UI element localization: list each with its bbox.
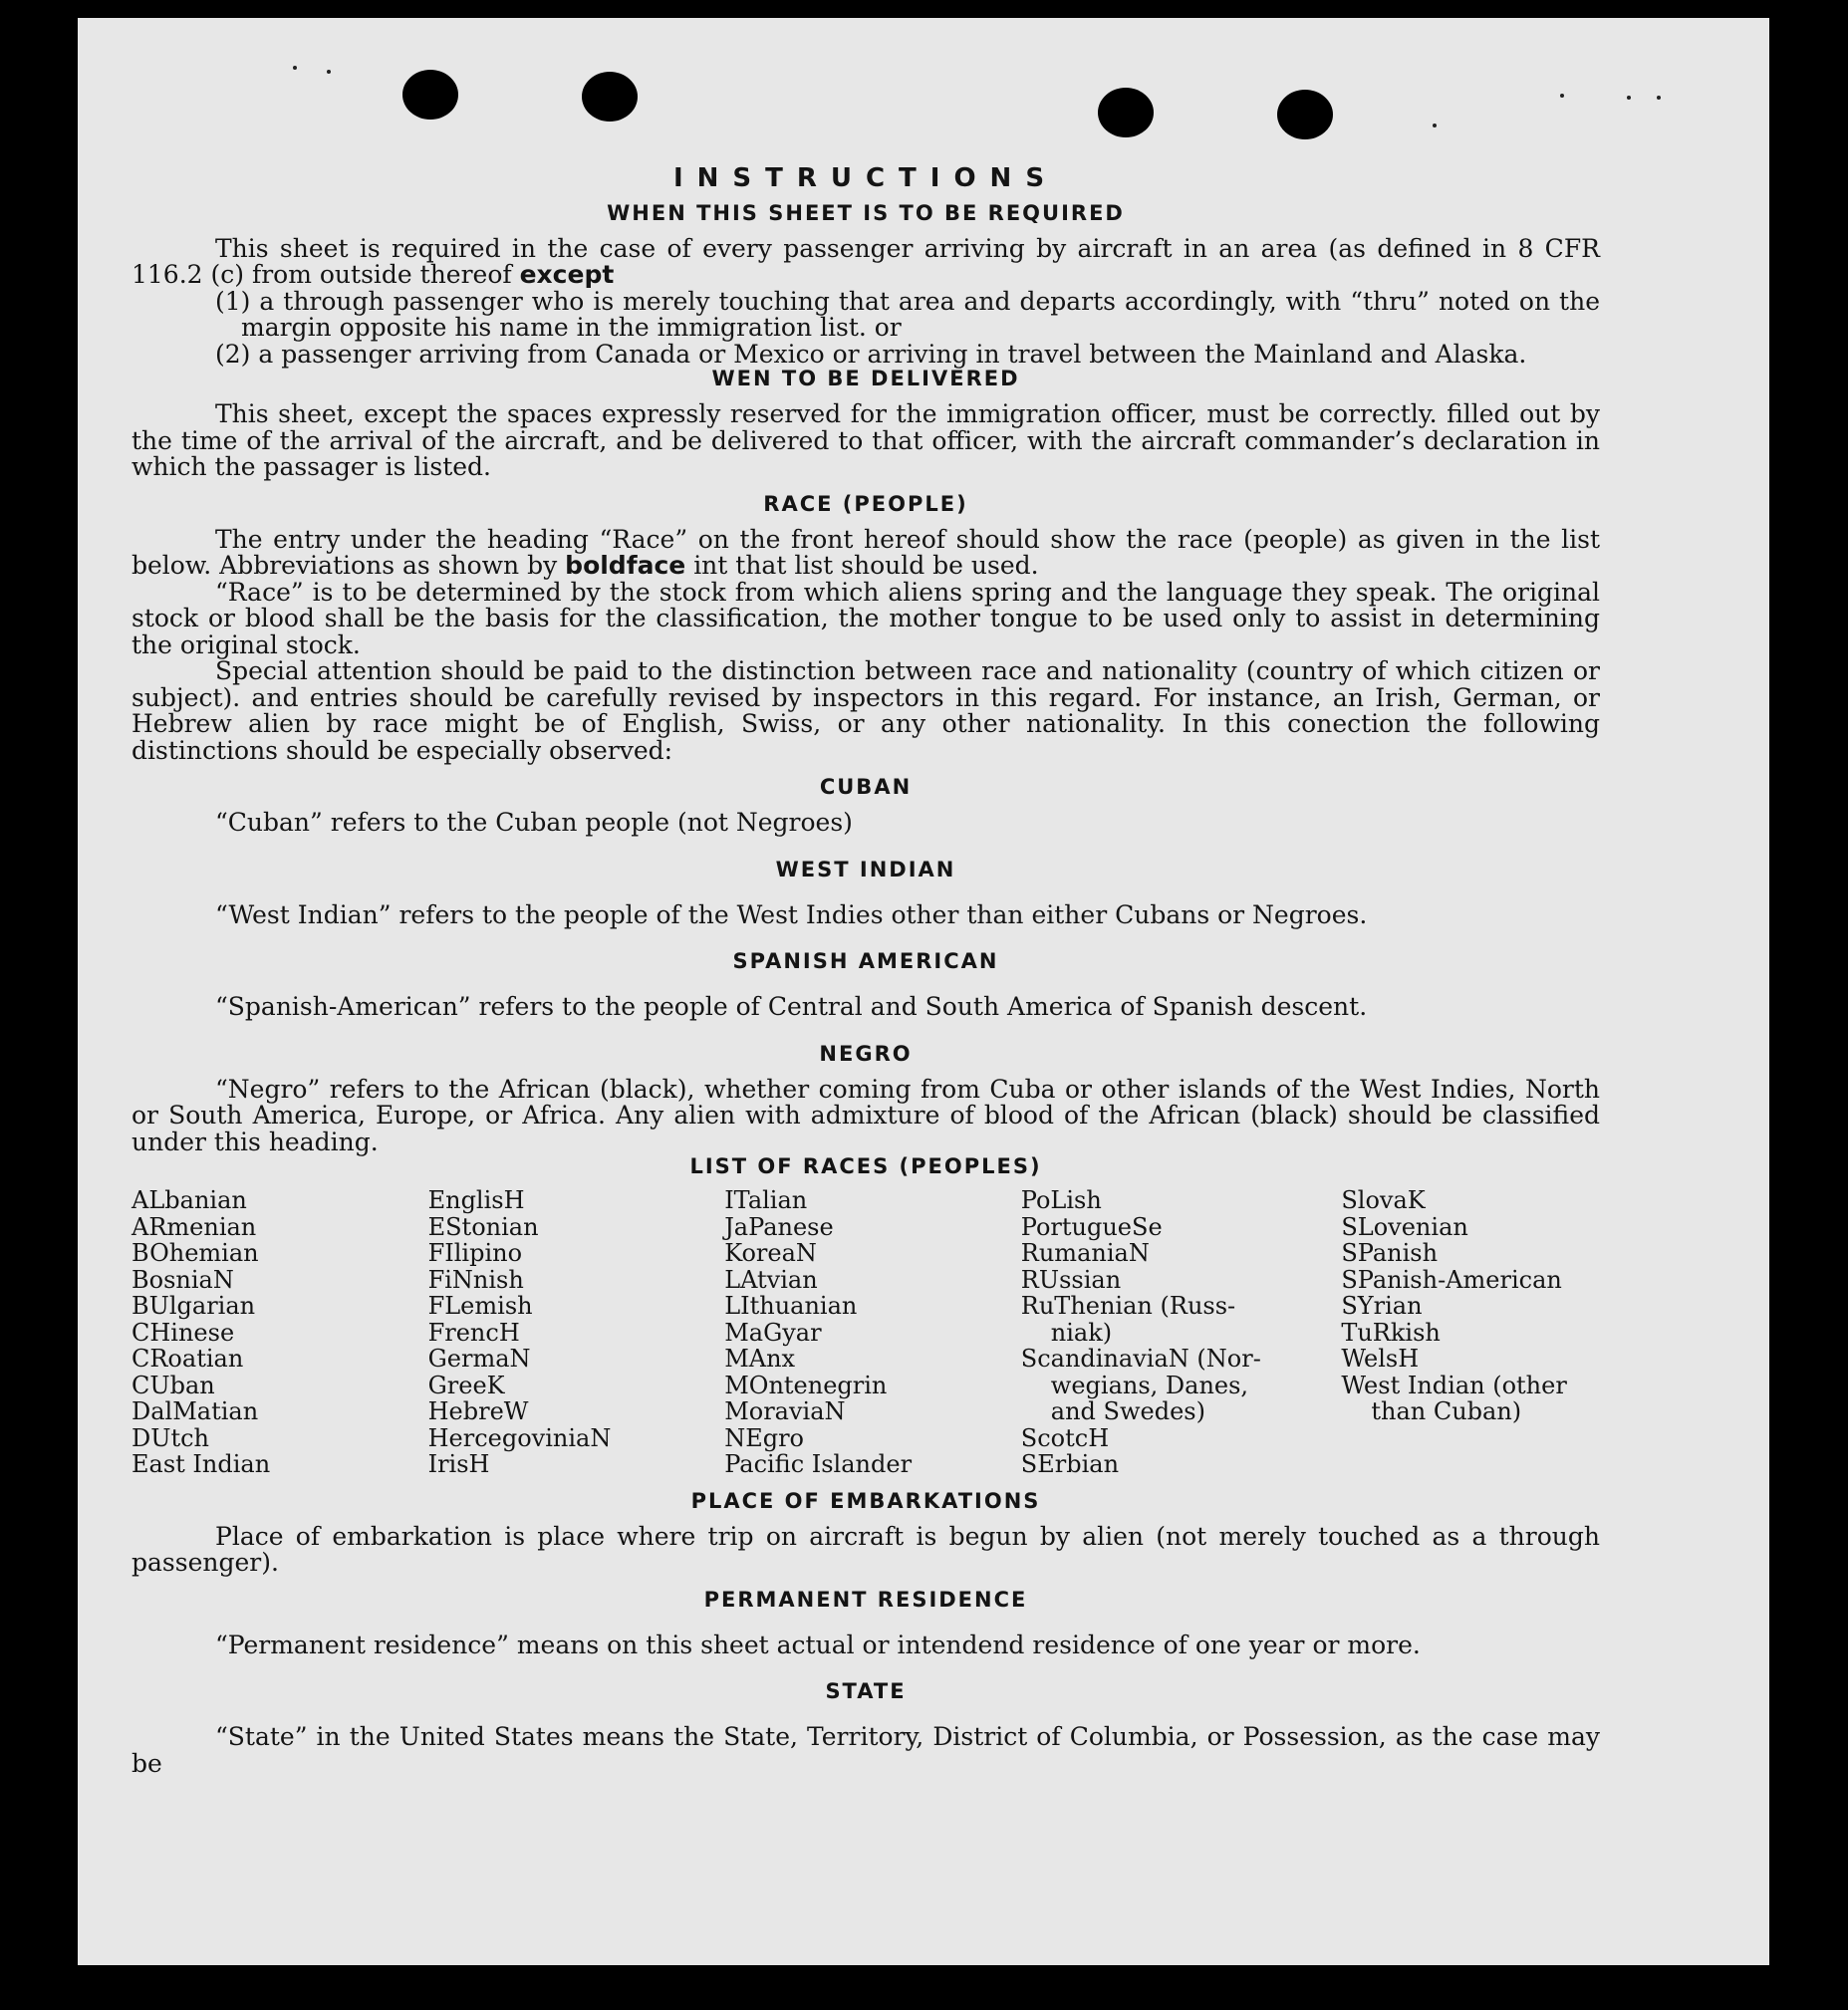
race-item: SlovaK [1341, 1186, 1426, 1214]
race-item: SErbian [1020, 1450, 1120, 1478]
race-item: DalMatian [132, 1397, 259, 1425]
paragraph: Place of embarkation is place where trip on aircraft is begun by alien (not merely touched as a through passenger). [132, 1521, 1600, 1577]
race-item: EnglisH [427, 1186, 525, 1214]
race-item: SPanish-American [1341, 1265, 1562, 1294]
speck [293, 66, 297, 70]
race-item: KoreaN [724, 1239, 817, 1267]
race-item: Pacific Islander [724, 1450, 913, 1478]
paragraph: Special attention should be paid to the distinction between race and nationality (country of which citizen or subject). and entries should be carefully revised by inspectors in this regard. For instance, an Irish, German, or Hebrew alien by race might be of English, Swiss, or any other nationality. In this conection the following distinctions should be especially observed: [132, 656, 1600, 765]
race-item: CUban [132, 1371, 215, 1399]
paragraph: “State” in the United States means the State, Territory, District of Columbia, or Possession, as the case may be [132, 1722, 1600, 1778]
bold-keyword: except [519, 260, 615, 289]
race-item: BOhemian [132, 1239, 259, 1267]
race-item: FIlipino [427, 1239, 523, 1267]
race-item: MOntenegrin [724, 1371, 888, 1399]
instructions-content [132, 165, 1600, 1777]
paragraph: “Spanish-American” refers to the people of Central and South America of Spanish descent. [215, 992, 1368, 1021]
race-item: FiNnish [427, 1265, 524, 1294]
race-item-continued: niak) [1050, 1318, 1113, 1347]
punch-hole [582, 72, 638, 122]
bold-keyword: boldface [565, 551, 686, 580]
race-item: RuThenian (Russ- [1020, 1292, 1236, 1320]
race-item: MAnx [724, 1345, 796, 1373]
section-heading: WHEN THIS SHEET IS TO BE REQUIRED [607, 200, 1125, 225]
race-item-continued: than Cuban) [1371, 1397, 1522, 1425]
race-item: SLovenian [1341, 1212, 1468, 1241]
section-heading: STATE [825, 1679, 907, 1703]
race-item: GermaN [427, 1345, 531, 1373]
race-item: MoraviaN [724, 1397, 846, 1425]
race-item: EStonian [427, 1212, 539, 1241]
race-item: ITalian [724, 1186, 808, 1214]
race-item: West Indian (other [1341, 1371, 1567, 1399]
race-item: ARmenian [132, 1212, 257, 1241]
page-title: INSTRUCTIONS [672, 163, 1059, 193]
paragraph: The entry under the heading “Race” on the front hereof should show the race (people) as given in the list below. Abbreviations as shown by boldface int that list should be used. [132, 524, 1600, 580]
race-item: NEgro [724, 1423, 804, 1452]
section-heading: NEGRO [819, 1041, 913, 1066]
race-column [132, 1187, 428, 1478]
race-item: RUssian [1020, 1265, 1122, 1294]
race-item: PoLish [1020, 1186, 1102, 1214]
race-item: IrisH [427, 1450, 490, 1478]
speck [1433, 124, 1437, 127]
speck [1560, 94, 1564, 98]
paragraph: This sheet is required in the case of every passenger arriving by aircraft in an area (as defined in 8 CFR 116.2 (c) from outside thereof except [132, 233, 1600, 289]
race-column [724, 1187, 1021, 1478]
speck [1627, 96, 1631, 100]
race-column [1021, 1187, 1342, 1478]
race-item: SPanish [1341, 1239, 1439, 1267]
section-heading: PLACE OF EMBARKATIONS [690, 1488, 1041, 1513]
section-heading: SPANISH AMERICAN [732, 949, 999, 973]
race-item: TuRkish [1341, 1318, 1441, 1347]
race-item: HebreW [427, 1397, 529, 1425]
race-column [428, 1187, 725, 1478]
race-item-continued: and Swedes) [1050, 1397, 1205, 1425]
race-item: FLemish [427, 1292, 533, 1320]
race-item: SYrian [1341, 1292, 1423, 1320]
punch-hole [402, 70, 458, 120]
race-item: FrencH [427, 1318, 520, 1347]
paragraph: “Race” is to be determined by the stock from which aliens spring and the language they speak. The original stock or blood shall be the basis for the classification, the mother tongue to be used only to assist in determining the original stock. [132, 577, 1600, 659]
race-item: HercegoviniaN [427, 1423, 612, 1452]
race-item: WelsH [1341, 1345, 1420, 1373]
race-item: PortugueSe [1020, 1212, 1163, 1241]
speck [1657, 96, 1661, 100]
paragraph: “Negro” refers to the African (black), whether coming from Cuba or other islands of the West Indies, North or South America, Europe, or Africa. Any alien with admixture of blood of the African (black) should be classified under this heading. [132, 1074, 1600, 1156]
list-item: (2) a passenger arriving from Canada or Mexico or arriving in travel between the Mainland and Alaska. [215, 339, 1527, 369]
list-item: (1) a through passenger who is merely touching that area and departs accordingly, with “thru” noted on the margin opposite his name in the immigration list. or [215, 286, 1600, 342]
paragraph: “West Indian” refers to the people of the West Indies other than either Cubans or Negroes. [215, 899, 1368, 929]
race-item: ScandinaviaN (Nor- [1020, 1345, 1261, 1373]
race-item: GreeK [427, 1371, 505, 1399]
race-item: MaGyar [724, 1318, 822, 1347]
section-heading: RACE (PEOPLE) [763, 491, 968, 516]
race-item: LIthuanian [724, 1292, 858, 1320]
punch-hole [1098, 88, 1154, 137]
race-item: CRoatian [132, 1345, 244, 1373]
section-heading: LIST OF RACES (PEOPLES) [689, 1154, 1042, 1178]
race-item: ScotcH [1020, 1423, 1110, 1452]
race-item: ALbanian [132, 1186, 247, 1214]
race-item: CHinese [132, 1318, 235, 1347]
section-heading: WEST INDIAN [775, 857, 956, 881]
document-page [78, 18, 1769, 1965]
paragraph: “Permanent residence” means on this sheet actual or intendend residence of one year or more. [215, 1630, 1421, 1659]
section-heading: PERMANENT RESIDENCE [703, 1587, 1028, 1612]
section-heading: WEN TO BE DELIVERED [711, 367, 1020, 390]
race-item: LAtvian [724, 1265, 818, 1294]
race-item: BosniaN [132, 1265, 234, 1294]
race-item: DUtch [132, 1423, 210, 1452]
paragraph: “Cuban” refers to the Cuban people (not Negroes) [215, 808, 853, 837]
race-item-continued: wegians, Danes, [1050, 1371, 1249, 1399]
race-item: East Indian [132, 1450, 271, 1478]
paragraph: This sheet, except the spaces expressly reserved for the immigration officer, must be correctly. filled out by the time of the arrival of the aircraft, and be delivered to that officer, with the aircraft commander’s declaration in which the passager is listed. [132, 399, 1600, 481]
race-item: RumaniaN [1020, 1239, 1150, 1267]
section-heading: CUBAN [819, 775, 913, 799]
race-column [1341, 1187, 1600, 1478]
speck [327, 70, 331, 74]
race-list [132, 1187, 1600, 1478]
punch-hole [1277, 90, 1333, 139]
race-item: JaPanese [724, 1212, 834, 1241]
race-item: BUlgarian [132, 1292, 256, 1320]
